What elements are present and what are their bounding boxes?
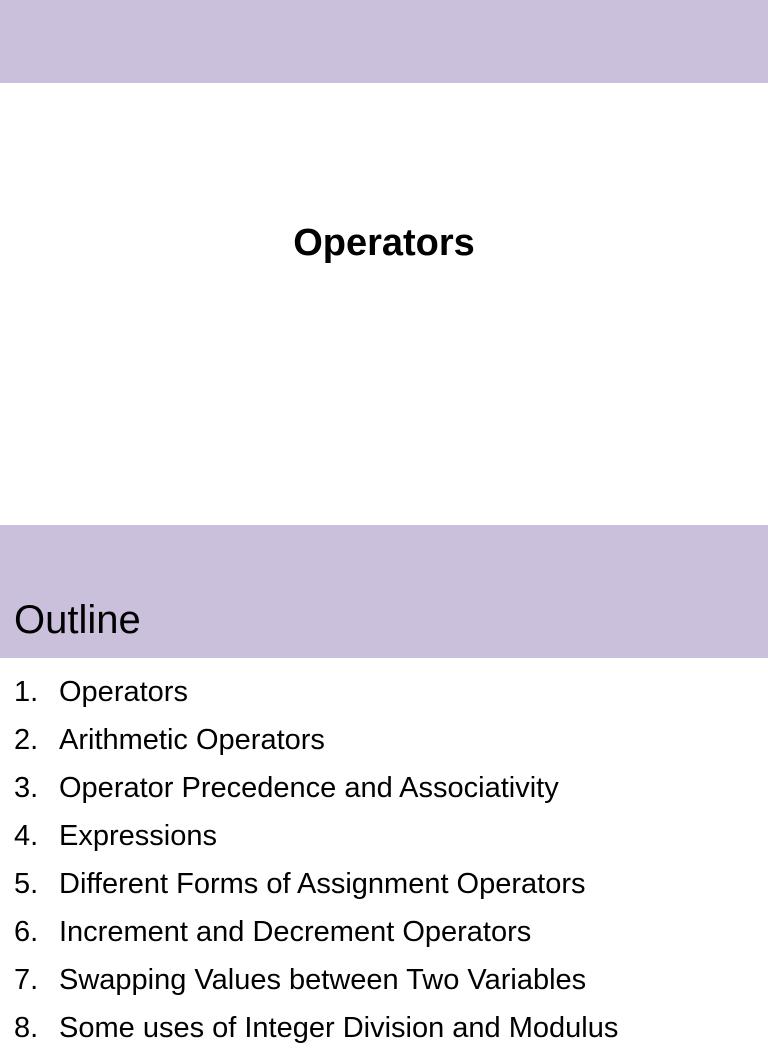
outline-item-number: 7. <box>14 964 39 996</box>
outline-item-text: Increment and Decrement Operators <box>59 916 532 948</box>
slide-title: Operators <box>293 222 475 264</box>
outline-item-text: Arithmetic Operators <box>59 724 325 756</box>
outline-item-text: Different Forms of Assignment Operators <box>59 868 586 900</box>
outline-item-text: Swapping Values between Two Variables <box>59 964 587 996</box>
outline-slide <box>0 525 768 1044</box>
outline-item-text: Some uses of Integer Division and Modulus <box>59 1012 619 1044</box>
outline-item-number: 4. <box>14 820 39 852</box>
outline-header-band <box>0 525 768 658</box>
outline-item-text: Expressions <box>59 820 217 852</box>
outline-item-number: 5. <box>14 868 39 900</box>
outline-item-number: 8. <box>14 1012 39 1044</box>
outline-heading: Outline <box>14 598 141 642</box>
outline-item-text: Operators <box>59 676 188 708</box>
outline-item-number: 3. <box>14 772 39 804</box>
outline-item-text: Operator Precedence and Associativity <box>59 772 559 804</box>
title-slide-header-band <box>0 0 768 83</box>
outline-item-number: 2. <box>14 724 39 756</box>
outline-item-number: 1. <box>14 676 39 708</box>
title-slide <box>0 0 768 525</box>
outline-item-number: 6. <box>14 916 39 948</box>
